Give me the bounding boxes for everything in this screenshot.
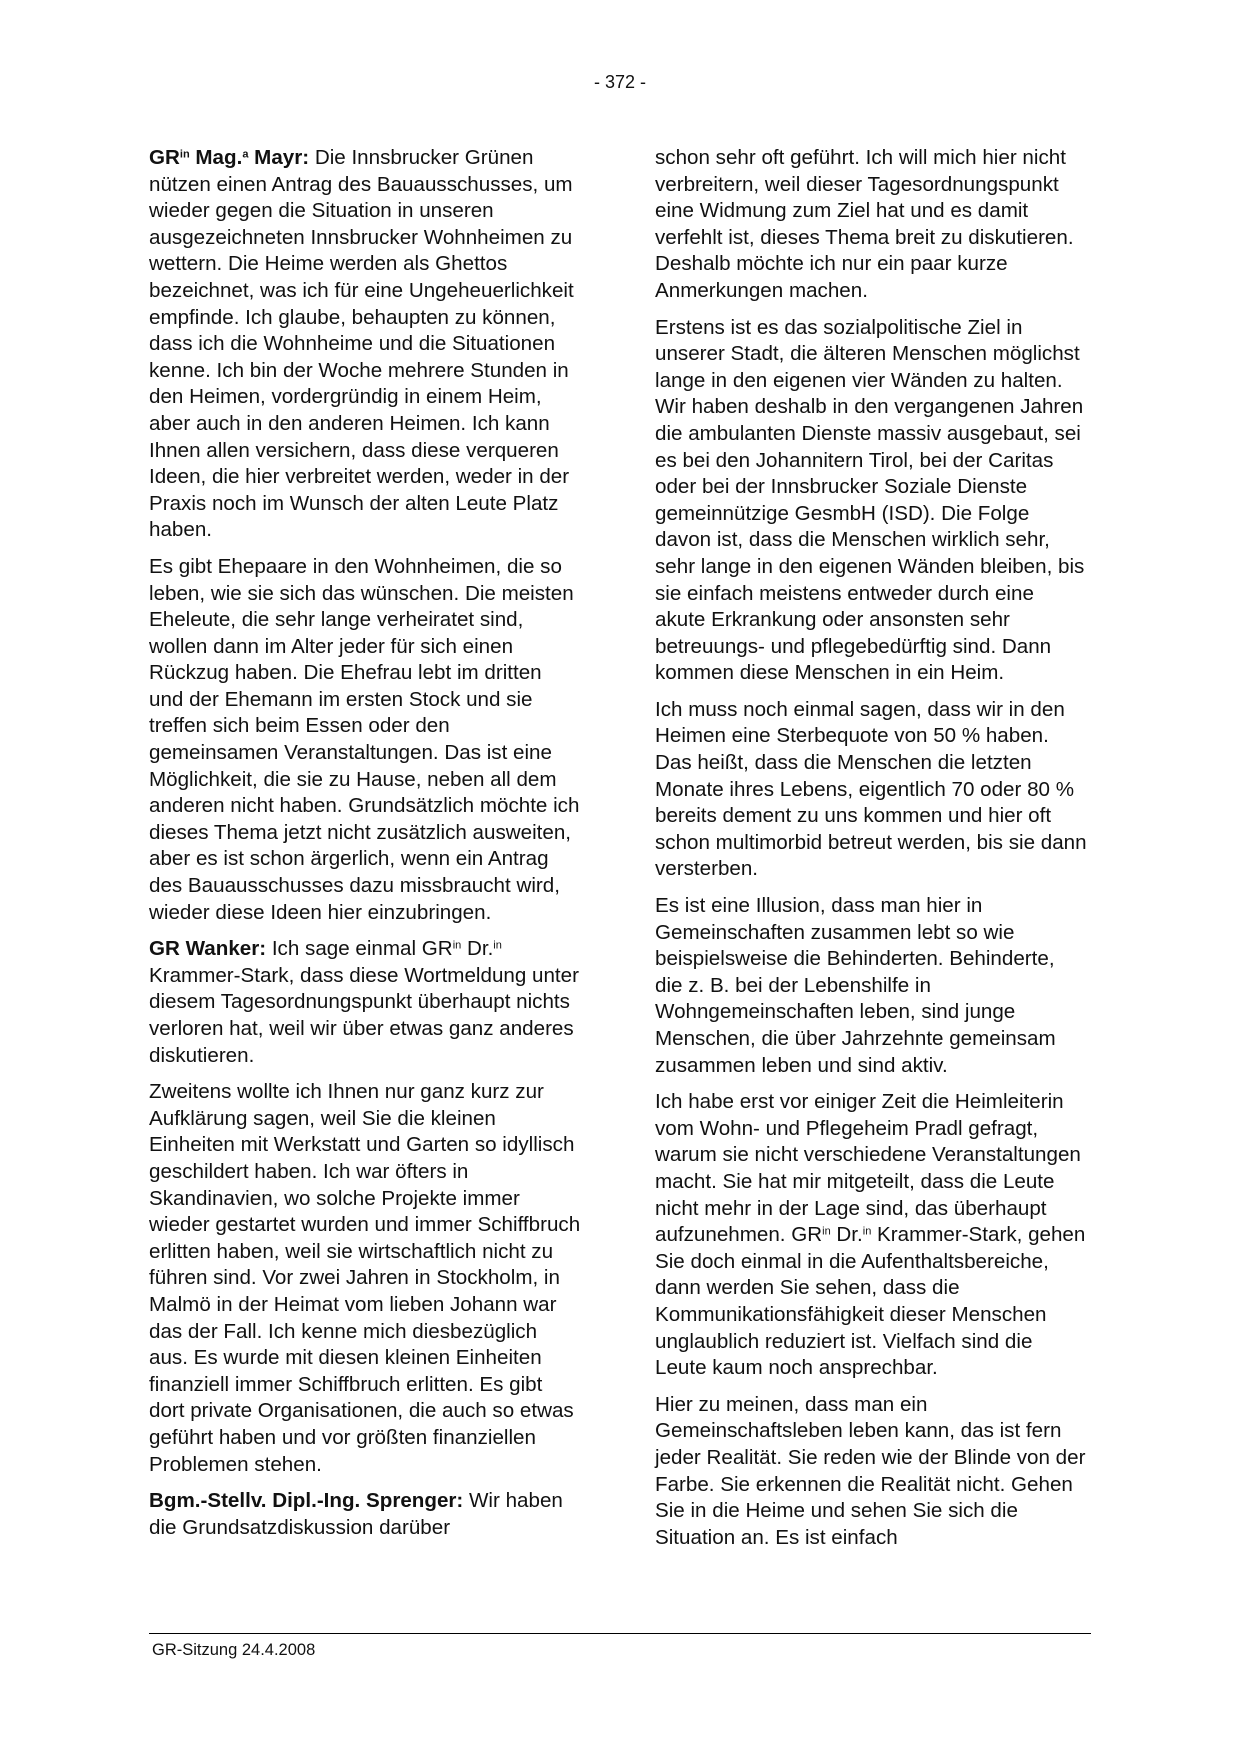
paragraph-zweitens: Zweitens wollte ich Ihnen nur ganz kurz zur Aufklärung sagen, weil Sie die kleinen Einheiten mit Werkstatt und Garten so idyllisch geschildert haben. Ich war öfters in Skandinavien, wo solche Projekte immer wieder gestartet wurden und immer Schiffbruch erlitten haben, weil sie wirtschaftlich nicht zu führen sind. Vor zwei Jahren in Stockholm, in Malmö in der Heimat vom lieben Johann war das der Fall. Ich kenne mich diesbezüglich aus. Es wurde mit diesen kleinen Einheiten finanziell immer Schiffbruch erlitten. Es gibt dort private Organisationen, die auch so etwas geführt haben und vor größten finanziellen Problemen stehen.	[149, 1080, 581, 1476]
paragraph-gemeinschaftsleben: Hier zu meinen, dass man ein Gemeinschaftsleben leben kann, das ist fern jeder Realität. Sie reden wie der Blinde von der Farbe. Sie erkennen die Realität nicht. Gehen Sie in die Heime und sehen Sie sich die Situation an. Es ist einfach	[655, 1392, 1086, 1549]
left-column	[149, 145, 581, 1551]
speaker-name: Bgm.-Stellv. Dipl.-Ing. Sprenger:	[149, 1489, 464, 1513]
paragraph-heimleiterin: Ich habe erst vor einiger Zeit die Heimleiterin vom Wohn- und Pflegeheim Pradl gefragt, warum sie nicht verschiedene Veranstaltungen macht. Sie hat mir mitgeteilt, dass die Leute nicht mehr in der Lage sind, das überhaupt aufzunehmen. $GR^{in}$ Dr.$^{in}$ Krammer-Stark, gehen Sie doch einmal in die Aufenthaltsbereiche, dann werden Sie sehen, dass die Kommunikationsfähigkeit dieser Menschen unglaublich reduziert ist. Vielfach sind die Leute kaum noch ansprechbar.	[655, 1090, 1086, 1380]
paragraph-ehepaare: Es gibt Ehepaare in den Wohnheimen, die so leben, wie sie sich das wünschen. Die meisten Eheleute, die sehr lange verheiratet sind, wollen dann im Alter jeder für sich einen Rückzug haben. Die Ehefrau lebt im dritten und der Ehemann im ersten Stock und sie treffen sich beim Essen oder den gemeinsamen Veranstaltungen. Das ist eine Möglichkeit, die sie zu Hause, neben all dem anderen nicht haben. Grundsätzlich möchte ich dieses Thema jetzt nicht zusätzlich ausweiten, aber es ist schon ärgerlich, wenn ein Antrag des Bauausschusses dazu missbraucht wird, wieder diese Ideen hier einzubringen.	[149, 554, 580, 924]
paragraph-continuation: schon sehr oft geführt. Ich will mich hier nicht verbreitern, weil dieser Tagesordnungspunkt eine Widmung zum Ziel hat und es damit verfehlt ist, dieses Thema breit zu diskutieren. Deshalb möchte ich nur ein paar kurze Anmerkungen machen.	[655, 146, 1074, 302]
right-column	[655, 145, 1087, 1561]
speaker-name: $GR^{in}$ Mag.$^a$ Mayr:	[149, 146, 310, 169]
paragraph-sterbequote: Ich muss noch einmal sagen, dass wir in den Heimen eine Sterbequote von 50 % haben. Das heißt, dass die Menschen die letzten Monate ihres Lebens, eigentlich 70 oder 80 % bereits dement zu uns kommen und hier oft schon multimorbid betreut werden, bis sie dann versterben.	[655, 697, 1087, 881]
paragraph-sprenger: Bgm.-Stellv. Dipl.-Ing. Sprenger: Wir haben die Grundsatzdiskussion darüber	[149, 1489, 563, 1539]
paragraph-erstens: Erstens ist es das sozialpolitische Ziel in unserer Stadt, die älteren Menschen möglichst lange in den eigenen vier Wänden zu halten. Wir haben deshalb in den vergangenen Jahren die ambulanten Dienste massiv ausgebaut, sei es bei den Johannitern Tirol, bei der Caritas oder bei der Innsbrucker Soziale Dienste gemeinnützige GesmbH (ISD). Die Folge davon ist, dass die Menschen wirklich sehr, sehr lange in den eigenen Wänden bleiben, bis sie einfach meistens entweder durch eine akute Erkrankung oder ansonsten sehr betreuungs- und pflegebedürftig sind. Dann kommen diese Menschen in ein Heim.	[655, 315, 1085, 685]
paragraph-mayr	[149, 145, 581, 544]
footer-divider	[149, 1633, 1091, 1634]
page-number: - 372 -	[593, 72, 647, 92]
footer-session-date: GR-Sitzung 24.4.2008	[152, 1641, 316, 1659]
paragraph-wanker: GR Wanker: Ich sage einmal $GR^{in}$ Dr.$^{in}$ Krammer-Stark, dass diese Wortmeldung unter diesem Tagesordnungspunkt überhaupt nichts verloren hat, weil wir über etwas ganz anderes diskutieren.	[149, 937, 579, 1067]
paragraph-illusion: Es ist eine Illusion, dass man hier in Gemeinschaften zusammen lebt so wie beispielsweise die Behinderten. Behinderte, die z. B. bei der Lebenshilfe in Wohngemeinschaften leben, sind junge Menschen, die über Jahrzehnte gemeinsam zusammen leben und sind aktiv.	[655, 894, 1056, 1077]
speaker-name: GR Wanker:	[149, 937, 267, 961]
paragraph-text: Die Innsbrucker Grünen nützen einen Antrag des Bauausschusses, um wieder gegen die Situation in unseren ausgezeichneten Innsbrucker Wohnheimen zu wettern. Die Heime werden als Ghettos bezeichnet, was ich für eine Ungeheuerlichkeit empfinde. Ich glaube, behaupten zu können, dass ich die Wohnheime und die Situationen kenne. Ich bin der Woche mehrere Stunden in den Heimen, vordergründig in einem Heim, aber auch in den anderen Heimen. Ich kann Ihnen allen versichern, dass diese verqueren Ideen, die hier verbreitet werden, weder in der Praxis noch im Wunsch der alten Leute Platz haben.	[149, 146, 574, 542]
